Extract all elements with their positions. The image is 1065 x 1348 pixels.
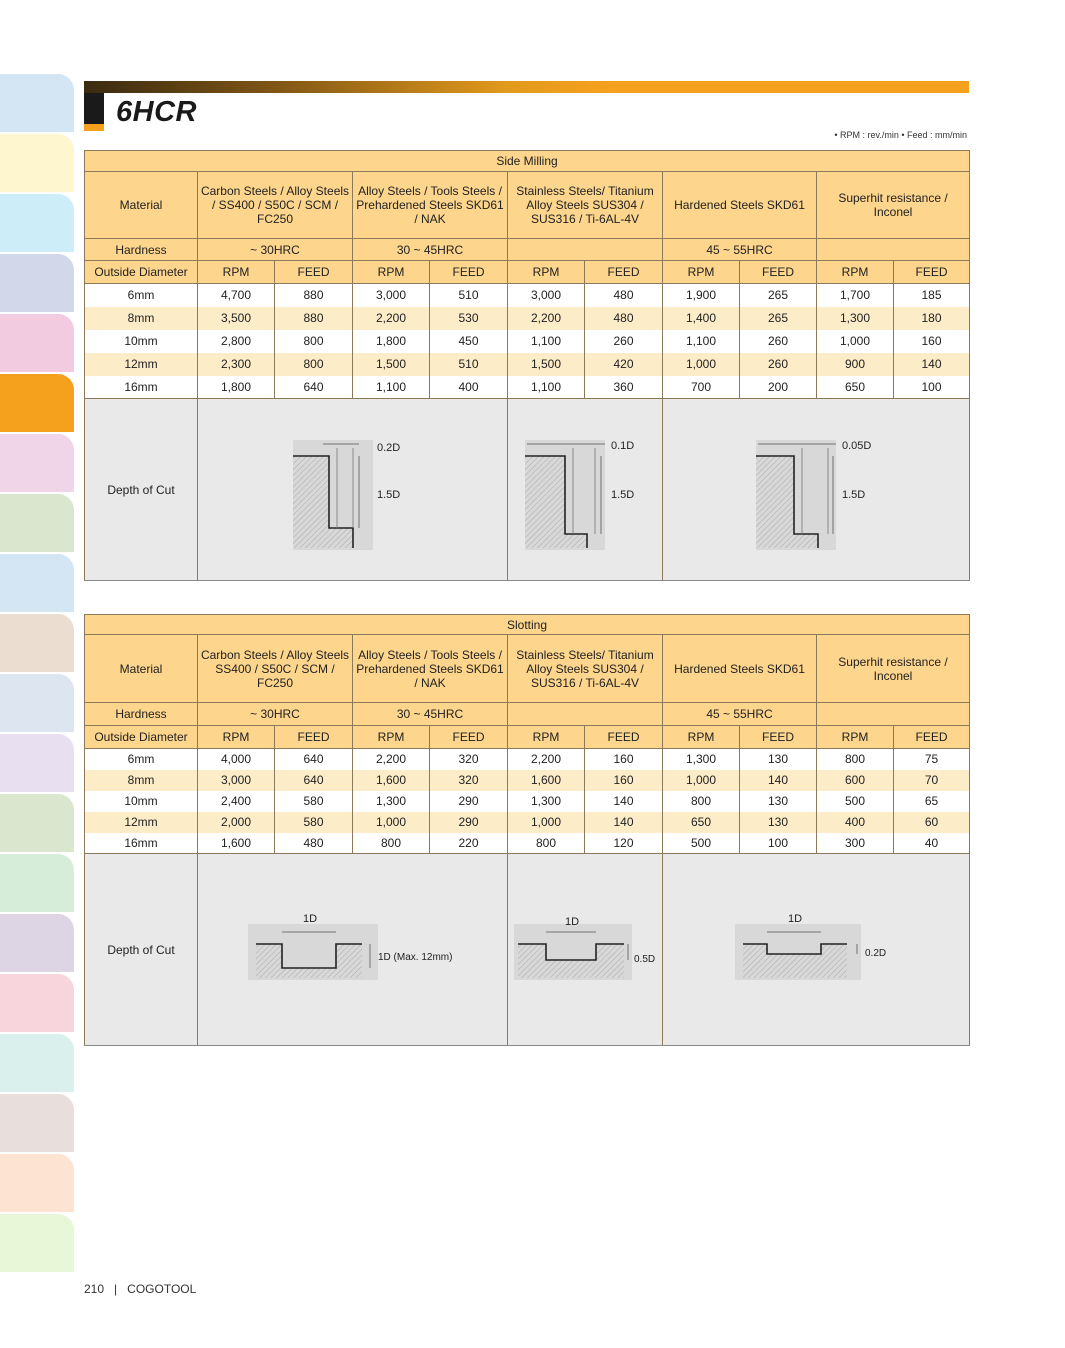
section-tabs — [0, 74, 74, 1274]
feed-cell: 265 — [740, 307, 817, 330]
radial-label: 0.05D — [842, 439, 872, 452]
feed-cell: 220 — [430, 833, 508, 854]
rpm-cell: 1,000 — [817, 330, 894, 353]
rpm-header: RPM — [663, 261, 740, 284]
rpm-cell: 2,200 — [508, 749, 585, 770]
page-footer — [84, 1282, 196, 1296]
section-tab[interactable] — [0, 1094, 74, 1152]
hardness-value: 30 ~ 45HRC — [353, 703, 508, 726]
slotting-diagram-icon — [731, 910, 901, 990]
depth-diagram-3 — [663, 399, 970, 581]
feed-cell: 160 — [894, 330, 970, 353]
od-cell: 6mm — [85, 749, 198, 770]
rpm-cell: 1,000 — [663, 353, 740, 376]
hardness-label: Hardness — [85, 703, 198, 726]
feed-cell: 880 — [275, 307, 353, 330]
feed-cell: 185 — [894, 284, 970, 307]
slotting-diagram-icon — [248, 910, 458, 990]
rpm-header: RPM — [198, 726, 275, 749]
feed-cell: 130 — [740, 749, 817, 770]
table-row — [85, 376, 970, 399]
rpm-cell: 1,100 — [353, 376, 430, 399]
rpm-cell: 900 — [817, 353, 894, 376]
section-tab[interactable] — [0, 674, 74, 732]
depth-label: Depth of Cut — [85, 399, 198, 581]
rpm-cell: 800 — [663, 791, 740, 812]
rpm-cell: 1,900 — [663, 284, 740, 307]
feed-cell: 320 — [430, 770, 508, 791]
units-note: • RPM : rev./min • Feed : mm/min — [834, 130, 967, 140]
table-row — [85, 353, 970, 376]
rpm-cell: 1,300 — [353, 791, 430, 812]
page-number: 210 — [84, 1282, 105, 1296]
feed-cell: 640 — [275, 376, 353, 399]
table-row — [85, 812, 970, 833]
feed-cell: 800 — [275, 353, 353, 376]
od-cell: 10mm — [85, 791, 198, 812]
depth-diagram-3 — [663, 854, 970, 1046]
od-cell: 12mm — [85, 353, 198, 376]
material-label: Material — [85, 635, 198, 703]
hardness-value: ~ 30HRC — [198, 703, 353, 726]
depth-value-label: 0.5D — [634, 953, 656, 965]
table-row — [85, 791, 970, 812]
material-inconel: Superhit resistance / Inconel — [817, 635, 970, 703]
rpm-cell: 1,300 — [817, 307, 894, 330]
rpm-cell: 1,500 — [508, 353, 585, 376]
feed-cell: 480 — [585, 307, 663, 330]
feed-cell: 640 — [275, 770, 353, 791]
rpm-header: RPM — [353, 726, 430, 749]
section-tab[interactable] — [0, 854, 74, 912]
section-tab[interactable] — [0, 1214, 74, 1272]
section-tab[interactable] — [0, 74, 74, 132]
feed-cell: 530 — [430, 307, 508, 330]
section-tab[interactable] — [0, 194, 74, 252]
section-tab[interactable] — [0, 614, 74, 672]
rpm-header: RPM — [198, 261, 275, 284]
hardness-value — [817, 239, 970, 261]
rpm-cell: 1,000 — [353, 812, 430, 833]
material-hardened: Hardened Steels SKD61 — [663, 172, 817, 239]
rpm-cell: 300 — [817, 833, 894, 854]
section-tab[interactable] — [0, 734, 74, 792]
rpm-cell: 1,800 — [198, 376, 275, 399]
hardness-value: ~ 30HRC — [198, 239, 353, 261]
rpm-cell: 800 — [817, 749, 894, 770]
od-cell: 6mm — [85, 284, 198, 307]
hardness-value — [508, 239, 663, 261]
feed-cell: 360 — [585, 376, 663, 399]
feed-cell: 880 — [275, 284, 353, 307]
rpm-cell: 1,500 — [353, 353, 430, 376]
material-stainless: Stainless Steels/ Titanium Alloy Steels SUS304 / SUS316 / Ti-6AL-4V — [508, 172, 663, 239]
rpm-cell: 650 — [817, 376, 894, 399]
rpm-header: RPM — [353, 261, 430, 284]
brand-name: COGOTOOL — [127, 1282, 197, 1296]
slotting-diagram-icon — [510, 910, 660, 990]
feed-cell: 800 — [275, 330, 353, 353]
table-row — [85, 749, 970, 770]
rpm-cell: 1,100 — [508, 376, 585, 399]
rpm-cell: 2,800 — [198, 330, 275, 353]
section-tab[interactable] — [0, 254, 74, 312]
rpm-cell: 800 — [508, 833, 585, 854]
feed-header: FEED — [430, 261, 508, 284]
rpm-cell: 1,400 — [663, 307, 740, 330]
rpm-header: RPM — [817, 261, 894, 284]
rpm-cell: 3,500 — [198, 307, 275, 330]
feed-cell: 265 — [740, 284, 817, 307]
section-tab[interactable] — [0, 494, 74, 552]
hardness-label: Hardness — [85, 239, 198, 261]
rpm-cell: 700 — [663, 376, 740, 399]
section-title: Slotting — [85, 615, 970, 635]
feed-cell: 140 — [740, 770, 817, 791]
section-tab[interactable] — [0, 314, 74, 372]
rpm-cell: 400 — [817, 812, 894, 833]
material-alloy: Alloy Steels / Tools Steels / Prehardened Steels SKD61 / NAK — [353, 635, 508, 703]
feed-cell: 140 — [894, 353, 970, 376]
feed-cell: 75 — [894, 749, 970, 770]
rpm-header: RPM — [817, 726, 894, 749]
feed-cell: 130 — [740, 791, 817, 812]
feed-header: FEED — [430, 726, 508, 749]
od-cell: 8mm — [85, 770, 198, 791]
width-label: 1D — [788, 912, 803, 925]
feed-header: FEED — [585, 261, 663, 284]
od-cell: 12mm — [85, 812, 198, 833]
page-title: 6HCR — [116, 96, 197, 128]
feed-cell: 100 — [740, 833, 817, 854]
material-inconel: Superhit resistance / Inconel — [817, 172, 970, 239]
rpm-cell: 2,200 — [353, 307, 430, 330]
rpm-cell: 1,700 — [817, 284, 894, 307]
rpm-cell: 1,000 — [508, 812, 585, 833]
feed-cell: 510 — [430, 284, 508, 307]
od-cell: 8mm — [85, 307, 198, 330]
radial-label: 0.2D — [376, 441, 400, 454]
feed-cell: 290 — [430, 791, 508, 812]
hardness-value — [508, 703, 663, 726]
feed-header: FEED — [275, 261, 353, 284]
feed-cell: 480 — [585, 284, 663, 307]
feed-cell: 290 — [430, 812, 508, 833]
axial-label: 1.5D — [842, 488, 866, 501]
feed-header: FEED — [894, 261, 970, 284]
rpm-cell: 800 — [353, 833, 430, 854]
section-tab[interactable] — [0, 554, 74, 612]
feed-cell: 200 — [740, 376, 817, 399]
rpm-cell: 650 — [663, 812, 740, 833]
slotting-table — [84, 614, 970, 1046]
feed-cell: 60 — [894, 812, 970, 833]
table-row — [85, 284, 970, 307]
rpm-cell: 4,700 — [198, 284, 275, 307]
depth-diagram-1 — [198, 399, 508, 581]
footer-separator: | — [114, 1282, 118, 1296]
feed-cell: 140 — [585, 812, 663, 833]
section-tab[interactable] — [0, 914, 74, 972]
feed-cell: 420 — [585, 353, 663, 376]
rpm-cell: 3,000 — [198, 770, 275, 791]
feed-cell: 640 — [275, 749, 353, 770]
feed-cell: 480 — [275, 833, 353, 854]
width-label: 1D — [302, 912, 317, 925]
rpm-cell: 1,100 — [508, 330, 585, 353]
feed-header: FEED — [894, 726, 970, 749]
section-tab[interactable] — [0, 794, 74, 852]
od-cell: 16mm — [85, 376, 198, 399]
material-hardened: Hardened Steels SKD61 — [663, 635, 817, 703]
axial-label: 1.5D — [376, 488, 400, 501]
rpm-cell: 1,800 — [353, 330, 430, 353]
rpm-cell: 1,300 — [663, 749, 740, 770]
rpm-cell: 2,200 — [353, 749, 430, 770]
depth-diagram-1 — [198, 854, 508, 1046]
table-row — [85, 307, 970, 330]
rpm-cell: 1,000 — [663, 770, 740, 791]
feed-cell: 320 — [430, 749, 508, 770]
feed-cell: 40 — [894, 833, 970, 854]
radial-label: 0.1D — [611, 439, 635, 452]
side-milling-diagram-icon — [756, 430, 876, 550]
rpm-cell: 2,300 — [198, 353, 275, 376]
depth-label: Depth of Cut — [85, 854, 198, 1046]
section-title: Side Milling — [85, 151, 970, 172]
feed-cell: 260 — [740, 353, 817, 376]
feed-cell: 580 — [275, 812, 353, 833]
section-tab[interactable] — [0, 434, 74, 492]
hardness-value: 45 ~ 55HRC — [663, 703, 817, 726]
rpm-cell: 1,600 — [508, 770, 585, 791]
material-carbon: Carbon Steels / Alloy Steels / SS400 / S50C / SCM / FC250 — [198, 172, 353, 239]
rpm-cell: 4,000 — [198, 749, 275, 770]
hardness-value: 45 ~ 55HRC — [663, 239, 817, 261]
feed-cell: 70 — [894, 770, 970, 791]
rpm-cell: 500 — [663, 833, 740, 854]
feed-header: FEED — [275, 726, 353, 749]
table-row — [85, 770, 970, 791]
feed-cell: 140 — [585, 791, 663, 812]
rpm-cell: 1,300 — [508, 791, 585, 812]
rpm-header: RPM — [508, 726, 585, 749]
header-bar — [84, 81, 969, 93]
section-tab[interactable] — [0, 374, 74, 432]
rpm-cell: 2,000 — [198, 812, 275, 833]
depth-value-label: 0.2D — [865, 947, 887, 959]
feed-cell: 160 — [585, 749, 663, 770]
feed-header: FEED — [740, 726, 817, 749]
header-wedge-accent — [84, 124, 104, 131]
feed-cell: 120 — [585, 833, 663, 854]
depth-value-label: 1D (Max. 12mm) — [377, 951, 452, 963]
table-row — [85, 330, 970, 353]
od-label: Outside Diameter — [85, 261, 198, 284]
feed-cell: 160 — [585, 770, 663, 791]
material-stainless: Stainless Steels/ Titanium Alloy Steels SUS304 / SUS316 / Ti-6AL-4V — [508, 635, 663, 703]
rpm-cell: 2,400 — [198, 791, 275, 812]
feed-header: FEED — [585, 726, 663, 749]
feed-header: FEED — [740, 261, 817, 284]
feed-cell: 450 — [430, 330, 508, 353]
feed-cell: 400 — [430, 376, 508, 399]
width-label: 1D — [565, 915, 580, 928]
feed-cell: 65 — [894, 791, 970, 812]
section-tab[interactable] — [0, 134, 74, 192]
feed-cell: 180 — [894, 307, 970, 330]
rpm-cell: 3,000 — [353, 284, 430, 307]
feed-cell: 130 — [740, 812, 817, 833]
od-cell: 10mm — [85, 330, 198, 353]
rpm-header: RPM — [663, 726, 740, 749]
material-carbon: Carbon Steels / Alloy Steels SS400 / S50C / SCM / FC250 — [198, 635, 353, 703]
section-tab[interactable] — [0, 1034, 74, 1092]
feed-cell: 510 — [430, 353, 508, 376]
side-milling-table — [84, 150, 970, 581]
table-row — [85, 833, 970, 854]
feed-cell: 580 — [275, 791, 353, 812]
depth-diagram-2 — [508, 399, 663, 581]
rpm-header: RPM — [508, 261, 585, 284]
rpm-cell: 1,600 — [198, 833, 275, 854]
feed-cell: 260 — [585, 330, 663, 353]
feed-cell: 260 — [740, 330, 817, 353]
rpm-cell: 1,100 — [663, 330, 740, 353]
section-tab[interactable] — [0, 974, 74, 1032]
hardness-value — [817, 703, 970, 726]
rpm-cell: 600 — [817, 770, 894, 791]
hardness-value: 30 ~ 45HRC — [353, 239, 508, 261]
section-tab[interactable] — [0, 1154, 74, 1212]
feed-cell: 100 — [894, 376, 970, 399]
depth-diagram-2 — [508, 854, 663, 1046]
material-label: Material — [85, 172, 198, 239]
od-cell: 16mm — [85, 833, 198, 854]
axial-label: 1.5D — [611, 488, 635, 501]
rpm-cell: 1,600 — [353, 770, 430, 791]
side-milling-diagram-icon — [293, 430, 413, 550]
rpm-cell: 3,000 — [508, 284, 585, 307]
side-milling-diagram-icon — [525, 430, 645, 550]
rpm-cell: 500 — [817, 791, 894, 812]
od-label: Outside Diameter — [85, 726, 198, 749]
rpm-cell: 2,200 — [508, 307, 585, 330]
material-alloy: Alloy Steels / Tools Steels / Prehardened Steels SKD61 / NAK — [353, 172, 508, 239]
